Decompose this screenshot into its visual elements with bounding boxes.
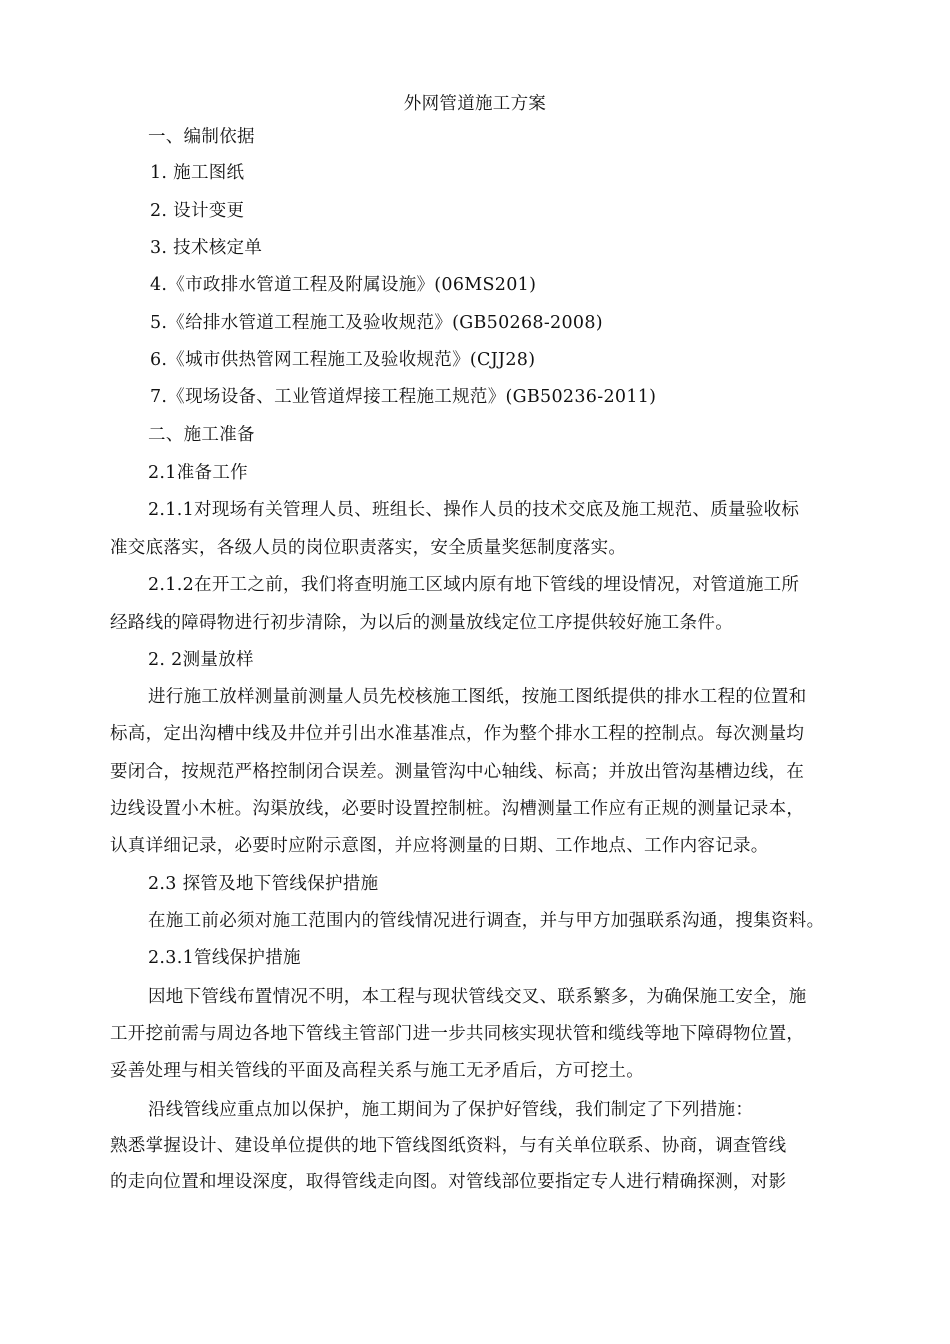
- basis-item-5: 5.《给排水管道工程施工及验收规范》(GB50268-2008): [150, 313, 603, 333]
- basis-item-7: 7.《现场设备、工业管道焊接工程施工规范》(GB50236-2011): [150, 387, 657, 407]
- paragraph-line: 因地下管线布置情况不明，本工程与现状管线交叉、联系繁多，为确保施工安全，施: [148, 987, 807, 1007]
- paragraph-line: 边线设置小木桩。沟渠放线，必要时设置控制桩。沟槽测量工作应有正规的测量记录本，: [110, 799, 805, 819]
- paragraph-line: 沿线管线应重点加以保护，施工期间为了保护好管线，我们制定了下列措施：: [148, 1100, 754, 1120]
- paragraph-line: 要闭合，按规范严格控制闭合误差。测量管沟中心轴线、标高；并放出管沟基槽边线，在: [110, 762, 805, 782]
- section-2-1-title: 2.1准备工作: [148, 463, 248, 483]
- document-title: 外网管道施工方案: [403, 94, 547, 114]
- paragraph-line: 熟悉掌握设计、建设单位提供的地下管线图纸资料，与有关单位联系、协商，调查管线: [110, 1136, 787, 1156]
- heading-basis: 一、编制依据: [148, 127, 255, 147]
- section-2-3-title: 2.3 探管及地下管线保护措施: [148, 874, 379, 894]
- paragraph-line: 进行施工放样测量前测量人员先校核施工图纸，按施工图纸提供的排水工程的位置和: [148, 687, 807, 707]
- paragraph-line: 2.1.1对现场有关管理人员、班组长、操作人员的技术交底及施工规范、质量验收标: [148, 500, 800, 520]
- basis-item-1: 1. 施工图纸: [150, 163, 245, 183]
- paragraph-line: 工开挖前需与周边各地下管线主管部门进一步共同核实现状管和缆线等地下障碍物位置，: [110, 1024, 805, 1044]
- paragraph-line: 经路线的障碍物进行初步清除，为以后的测量放线定位工序提供较好施工条件。: [110, 613, 733, 633]
- basis-item-4: 4.《市政排水管道工程及附属设施》(06MS201): [150, 275, 537, 295]
- section-2-3-1-title: 2.3.1管线保护措施: [148, 948, 301, 968]
- paragraph-line: 2.1.2在开工之前，我们将查明施工区域内原有地下管线的埋设情况，对管道施工所: [148, 575, 800, 595]
- basis-item-2: 2. 设计变更: [150, 201, 245, 221]
- paragraph-line: 认真详细记录，必要时应附示意图，并应将测量的日期、工作地点、工作内容记录。: [110, 836, 769, 856]
- basis-item-3: 3. 技术核定单: [150, 238, 263, 258]
- paragraph-line: 标高，定出沟槽中线及井位并引出水准基准点，作为整个排水工程的控制点。每次测量均: [110, 724, 805, 744]
- paragraph-line: 在施工前必须对施工范围内的管线情况进行调查，并与甲方加强联系沟通，搜集资料。: [148, 911, 825, 931]
- paragraph-line: 妥善处理与相关管线的平面及高程关系与施工无矛盾后，方可挖土。: [110, 1061, 644, 1081]
- section-2-2-title: 2. 2测量放样: [148, 650, 254, 670]
- heading-preparation: 二、施工准备: [148, 425, 255, 445]
- paragraph-line: 准交底落实，各级人员的岗位职责落实，安全质量奖惩制度落实。: [110, 538, 627, 558]
- paragraph-line: 的走向位置和埋设深度，取得管线走向图。对管线部位要指定专人进行精确探测，对影: [110, 1172, 787, 1192]
- basis-item-6: 6.《城市供热管网工程施工及验收规范》(CJJ28): [150, 350, 536, 370]
